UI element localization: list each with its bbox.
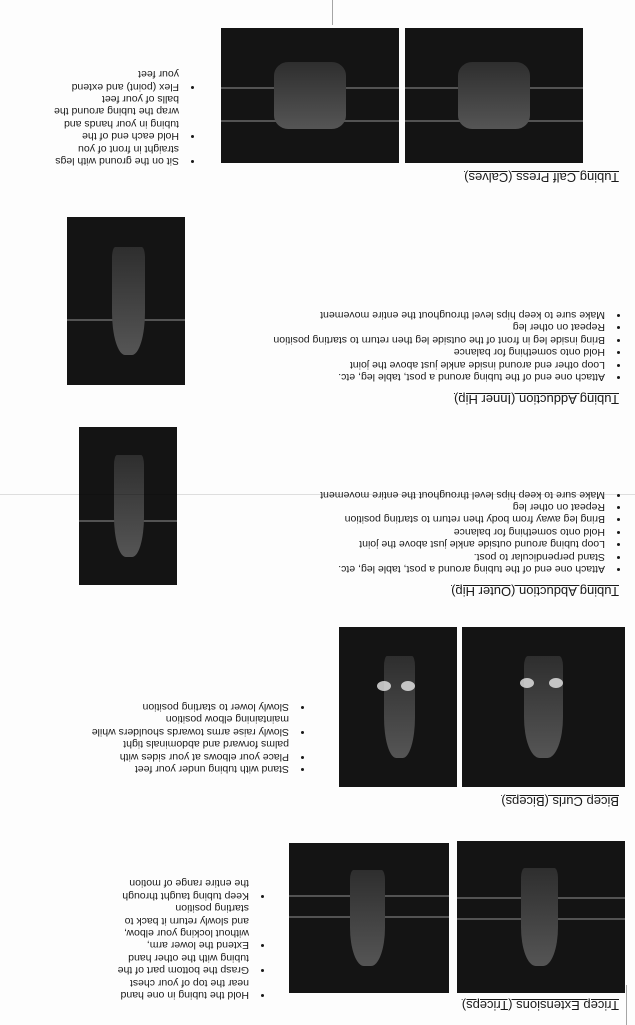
section-tricep-extensions [0,815,635,1025]
list-item: • Attach one end of the tubing around a post, table leg, etc. [187,371,607,383]
list-item: • Hold the tubing in one hand near the top of your chest [111,976,251,1001]
list-item: • Keep tubing taught through the entire range of motion [111,877,251,902]
list-item: • Stand perpendicular to post. [197,550,607,562]
section-heading: Tubing Calf Press (Calves) [464,170,619,185]
section-bicep-curls [0,615,635,815]
exercise-photo [339,627,457,787]
list-item: • Hold onto something for balance [197,525,607,537]
exercise-photo [221,28,399,163]
list-item: • Repeat on other leg [187,321,607,333]
list-item: • Slowly lower to starting position [91,701,291,713]
list-item: • Stand with tubing under your feet [91,763,291,775]
section-tubing-abduction [0,417,635,607]
instruction-list [111,877,265,1001]
section-heading: Bicep Curls (Biceps) [501,794,619,809]
section-heading: Tubing Adduction (Inner Hip) [453,392,619,407]
list-item: • Slowly raise arms towards shoulders while maintaining elbow position [91,713,291,738]
instruction-list [51,68,195,167]
instruction-list [91,701,305,775]
section-tubing-calf-press [0,0,635,207]
list-item: • Repeat on other leg [197,501,607,513]
exercise-photo [67,217,185,385]
list-item: • Make sure to keep hips level throughout the entire movement [187,309,607,321]
exercise-photo [289,843,449,993]
exercise-photo [457,841,625,993]
list-item: • Hold onto something for balance [187,346,607,358]
section-tubing-adduction [0,207,635,417]
list-item: • Loop other end around inside ankle just above the joint [187,358,607,370]
exercise-photo [79,427,177,585]
instruction-list [197,488,621,575]
list-item: • Loop tubing around outside ankle just above the joint [197,538,607,550]
list-item: • Place your elbows at your sides with palms forward and abdominals tight [91,738,291,763]
section-heading: Tricep Extensions (Triceps) [461,998,619,1013]
exercise-photo [405,28,583,163]
list-item: • Extend the lower arm, without locking your elbow, and slowly return it back to starting position [111,902,251,952]
list-item: • Make sure to keep hips level throughout the entire movement [197,488,607,500]
list-item: • Attach one end of the tubing around a post, table leg, etc. [197,563,607,575]
list-item: • Hold each end of the tubing in your hands and wrap the tubing around the balls of your feet [51,93,181,143]
exercise-photo [462,627,625,787]
list-item: • Bring inside leg in front of the outside leg then return to starting position [187,333,607,345]
list-item: • Bring leg away from body then return to starting position [197,513,607,525]
list-item: • Flex (point) and extend your feet [51,68,181,93]
fold-line [0,494,635,495]
list-item: • Sit on the ground with legs straight in front of you [51,142,181,167]
scan-edge-line [626,985,627,1025]
section-heading: Tubing Abduction (Outer Hip) [451,584,619,599]
scan-edge-line [332,0,333,25]
list-item: • Grasp the bottom part of the tubing with the other hand [111,951,251,976]
instruction-list [187,309,621,383]
